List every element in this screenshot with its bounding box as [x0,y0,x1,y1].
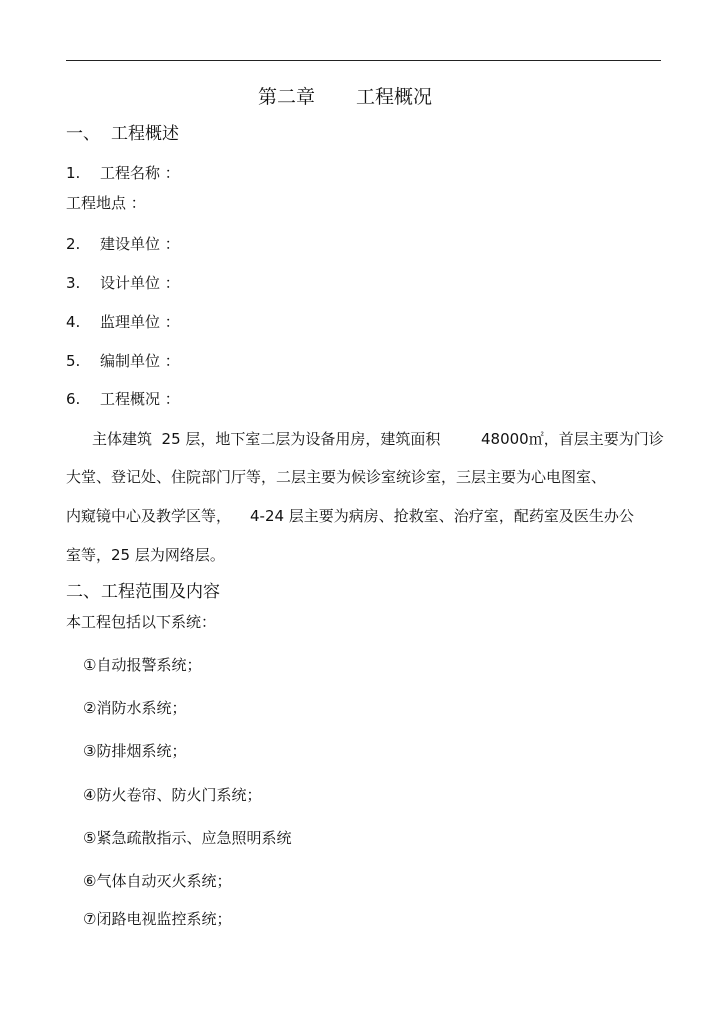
system-item: ④防火卷帘、防火门系统； [83,786,262,804]
item-number: 3. [66,274,81,292]
section2-number: 二、 [66,582,100,602]
item-project-name: 工程名称 ： [100,164,180,182]
item-project-location: 工程地点 ： [66,194,146,212]
item-number: 6. [66,390,81,408]
chapter-title: 工程概况 [356,86,433,108]
header-rule [66,60,661,61]
system-item: ⑤紧急疏散指示、应急照明系统 [83,829,292,847]
item-design-unit: 设计单位 ： [100,274,180,292]
system-item: ③防排烟系统； [83,742,187,760]
overview-line-1b: 48000㎡，首层主要为门诊 [481,430,664,448]
system-item: ⑥气体自动灭火系统； [83,872,232,890]
overview-line-2: 大堂、登记处、住院部门厅等，二层主要为候诊室统诊室，三层主要为心电图室、 [66,468,607,486]
system-item: ⑦闭路电视监控系统； [83,910,232,928]
item-supervision-unit: 监理单位 ： [100,313,180,331]
item-number: 5. [66,352,81,370]
overview-line-3a: 内窥镜中心及教学区等， [66,507,232,525]
system-item: ①自动报警系统； [83,656,202,674]
overview-line-4: 室等，25 层为网络层。 [66,546,225,564]
section1-number: 一、 [66,124,100,144]
item-project-overview: 工程概况 ： [100,390,180,408]
item-number: 4. [66,313,81,331]
item-compiling-unit: 编制单位 ： [100,352,180,370]
section2-intro: 本工程包括以下系统： [66,613,217,631]
item-number: 1. [66,164,81,182]
item-number: 2. [66,235,81,253]
overview-line-1a: 主体建筑 25 层，地下室二层为设备用房，建筑面积 [92,430,441,448]
system-item: ②消防水系统； [83,699,187,717]
section1-heading: 工程概述 [111,124,179,144]
overview-line-3b: 4-24 层主要为病房、抢救室、治疗室，配药室及医生办公 [250,507,634,525]
section2-heading: 工程范围及内容 [101,582,220,602]
item-construction-unit: 建设单位 ： [100,235,180,253]
chapter-number: 第二章 [258,86,316,108]
